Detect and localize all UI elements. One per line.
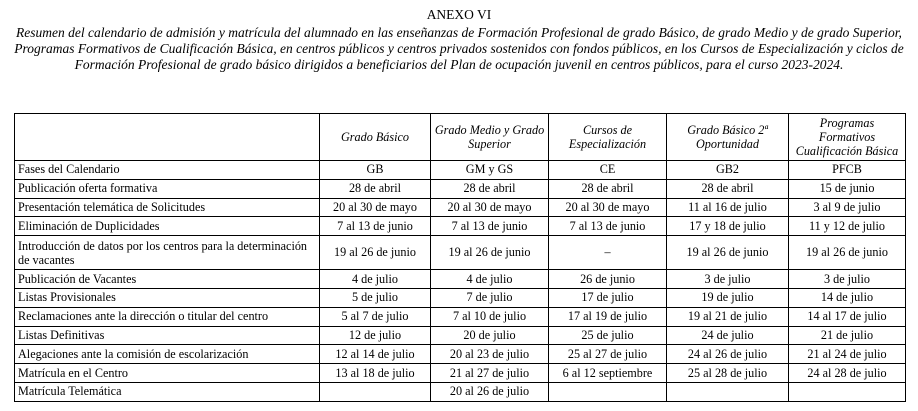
date-cell: 17 al 19 de julio xyxy=(549,307,667,326)
date-cell: 6 al 12 septiembre xyxy=(549,364,667,383)
column-header: Grado Medio y Grado Superior xyxy=(431,114,549,161)
date-cell: 20 al 26 de julio xyxy=(431,382,549,401)
table-row xyxy=(15,270,906,289)
date-cell: 19 al 21 de julio xyxy=(667,307,789,326)
date-cell: 19 al 26 de junio xyxy=(667,236,789,270)
date-cell: 7 de julio xyxy=(431,288,549,307)
date-cell: 20 al 30 de mayo xyxy=(549,198,667,217)
date-cell: 7 al 13 de junio xyxy=(320,217,431,236)
document-title: ANEXO VI xyxy=(426,7,492,22)
date-cell: 12 al 14 de julio xyxy=(320,345,431,364)
date-cell: 19 al 26 de junio xyxy=(789,236,906,270)
column-code: GM y GS xyxy=(431,161,549,180)
date-cell: 3 de julio xyxy=(667,270,789,289)
date-cell: 4 de julio xyxy=(320,270,431,289)
table-row xyxy=(15,179,906,198)
date-cell xyxy=(667,382,789,401)
phase-cell: Eliminación de Duplicidades xyxy=(15,217,320,236)
phase-cell: Matrícula en el Centro xyxy=(15,364,320,383)
table-row xyxy=(15,326,906,345)
phase-cell: Alegaciones ante la comisión de escolarización xyxy=(15,345,320,364)
header-empty-cell xyxy=(15,114,320,161)
phase-cell: Publicación oferta formativa xyxy=(15,179,320,198)
date-cell: 19 al 26 de junio xyxy=(320,236,431,270)
date-cell: 25 de julio xyxy=(549,326,667,345)
phase-cell: Listas Definitivas xyxy=(15,326,320,345)
date-cell: 21 al 27 de julio xyxy=(431,364,549,383)
date-cell: 20 al 30 de mayo xyxy=(431,198,549,217)
date-cell: 19 de julio xyxy=(667,288,789,307)
phase-cell: Listas Provisionales xyxy=(15,288,320,307)
date-cell: 14 al 17 de julio xyxy=(789,307,906,326)
table-row xyxy=(15,198,906,217)
table-row xyxy=(15,345,906,364)
date-cell: 21 al 24 de julio xyxy=(789,345,906,364)
date-cell: 7 al 13 de junio xyxy=(431,217,549,236)
date-cell: 19 al 26 de junio xyxy=(431,236,549,270)
date-cell: 25 al 27 de julio xyxy=(549,345,667,364)
column-header: Grado Básico xyxy=(320,114,431,161)
date-cell: 28 de abril xyxy=(431,179,549,198)
calendar-table xyxy=(14,113,906,402)
date-cell: 17 de julio xyxy=(549,288,667,307)
table-row xyxy=(15,217,906,236)
date-cell: – xyxy=(549,236,667,270)
date-cell: 20 al 30 de mayo xyxy=(320,198,431,217)
date-cell: 11 al 16 de julio xyxy=(667,198,789,217)
document-subtitle: Resumen del calendario de admisión y matrícula del alumnado en las enseñanzas de Formación Profesional de grado Básico, de grado Medio y de grado Superior, Programas Formativos de Cualificación Básica, en centros públicos y centros privados sostenidos con fondos públicos, en los Cursos de Especialización y ciclos de Formación Profesional de grado básico dirigidos a beneficiarios del Plan de ocupación juvenil en centros públicos, para el curso 2023-2024. xyxy=(14,25,904,72)
date-cell: 20 al 23 de julio xyxy=(431,345,549,364)
phase-header-cell: Fases del Calendario xyxy=(15,161,320,180)
column-code: CE xyxy=(549,161,667,180)
date-cell: 25 al 28 de julio xyxy=(667,364,789,383)
column-code: GB2 xyxy=(667,161,789,180)
date-cell: 21 de julio xyxy=(789,326,906,345)
table-row xyxy=(15,236,906,270)
date-cell: 7 al 10 de julio xyxy=(431,307,549,326)
table-header-row xyxy=(15,114,906,161)
date-cell: 28 de abril xyxy=(549,179,667,198)
table-row xyxy=(15,364,906,383)
date-cell: 3 de julio xyxy=(789,270,906,289)
date-cell: 28 de abril xyxy=(320,179,431,198)
date-cell: 26 de junio xyxy=(549,270,667,289)
date-cell xyxy=(789,382,906,401)
date-cell: 24 al 28 de julio xyxy=(789,364,906,383)
date-cell: 13 al 18 de julio xyxy=(320,364,431,383)
phase-cell: Publicación de Vacantes xyxy=(15,270,320,289)
date-cell: 4 de julio xyxy=(431,270,549,289)
table-row xyxy=(15,288,906,307)
column-header: Cursos de Especialización xyxy=(549,114,667,161)
column-code: PFCB xyxy=(789,161,906,180)
date-cell: 11 y 12 de julio xyxy=(789,217,906,236)
phase-cell: Introducción de datos por los centros para la determinación de vacantes xyxy=(15,236,320,270)
date-cell: 24 de julio xyxy=(667,326,789,345)
date-cell: 14 de julio xyxy=(789,288,906,307)
column-header: Grado Básico 2ª Oportunidad xyxy=(667,114,789,161)
date-cell: 28 de abril xyxy=(667,179,789,198)
date-cell: 3 al 9 de julio xyxy=(789,198,906,217)
column-header: Programas Formativos Cualificación Básica xyxy=(789,114,906,161)
date-cell: 20 de julio xyxy=(431,326,549,345)
date-cell xyxy=(320,382,431,401)
date-cell: 15 de junio xyxy=(789,179,906,198)
date-cell: 7 al 13 de junio xyxy=(549,217,667,236)
phase-cell: Matrícula Telemática xyxy=(15,382,320,401)
date-cell: 5 al 7 de julio xyxy=(320,307,431,326)
phase-cell: Presentación telemática de Solicitudes xyxy=(15,198,320,217)
date-cell xyxy=(549,382,667,401)
date-cell: 12 de julio xyxy=(320,326,431,345)
date-cell: 24 al 26 de julio xyxy=(667,345,789,364)
column-code: GB xyxy=(320,161,431,180)
table-row xyxy=(15,382,906,401)
phase-cell: Reclamaciones ante la dirección o titular del centro xyxy=(15,307,320,326)
date-cell: 17 y 18 de julio xyxy=(667,217,789,236)
date-cell: 5 de julio xyxy=(320,288,431,307)
table-row xyxy=(15,307,906,326)
table-row xyxy=(15,161,906,180)
